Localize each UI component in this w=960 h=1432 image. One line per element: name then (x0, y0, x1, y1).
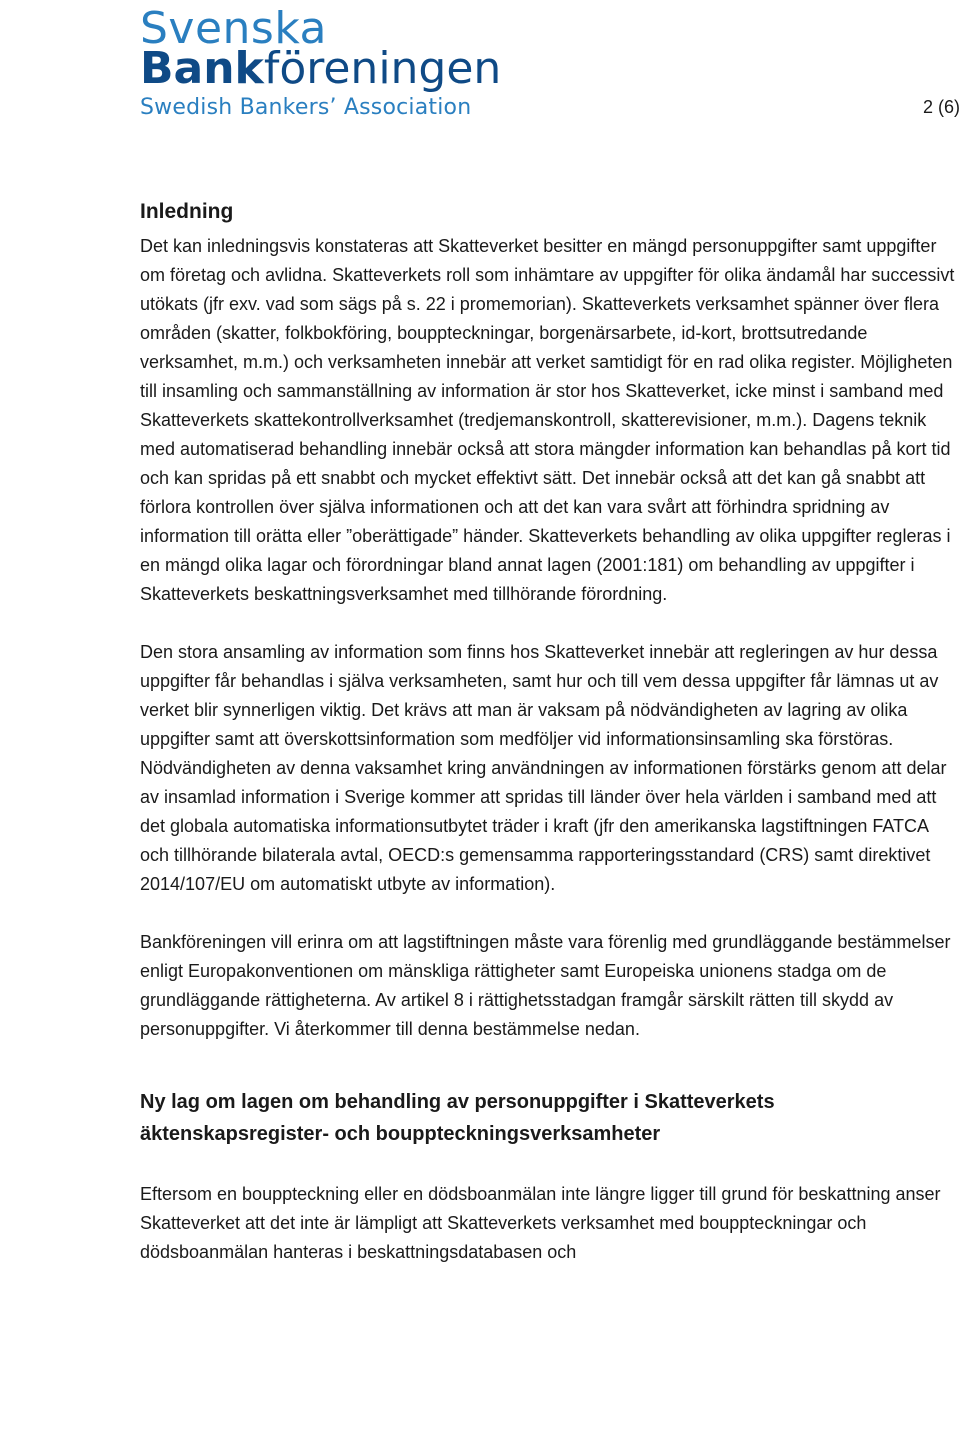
logo-line-english: Swedish Bankers’ Association (140, 95, 472, 120)
svenska-bankforeningen-logo (140, 3, 502, 126)
page-number: 2 (6) (922, 97, 960, 117)
logo-bank-text: Bank (140, 43, 264, 94)
paragraph-ny-lag-1: Eftersom en bouppteckning eller en dödsboanmälan inte längre ligger till grund för beskattning anser Skatteverket att det inte är lämpligt att Skatteverkets verksamhet med bouppteckningar och dödsboanmälan hanteras i beskattningsdatabasen och (140, 1184, 941, 1262)
logo-line-bankforeningen (140, 43, 502, 94)
paragraph-inledning-3: Bankföreningen vill erinra om att lagstiftningen måste vara förenlig med grundläggande bestämmelser enligt Europakonventionen om mänskliga rättigheter samt Europeiska unionens stadga om de grundläggande rättigheterna. Av artikel 8 i rättighetsstadgan framgår särskilt rätten till skydd av personuppgifter. Vi återkommer till denna bestämmelse nedan. (140, 932, 951, 1039)
paragraph-inledning-2: Den stora ansamling av information som finns hos Skatteverket innebär att regleringen av hur dessa uppgifter får behandlas i själva verksamheten, samt hur och till vem dessa uppgifter får lämnas ut av verket blir synnerligen viktig. Det krävs att man är vaksam på nödvändigheten av lagring av olika uppgifter samt att överskottsinformation som medföljer vid informationsinsamling ska förstöras. Nödvändigheten av denna vaksamhet kring användningen av informationen förstärks genom att delar av insamlad information i Sverige kommer att spridas till länder över hela världen i samband med att det globala automatiska informationsutbytet träder i kraft (jfr den amerikanska lagstiftningen FATCA och tillhörande bilaterala avtal, OECD:s gemensamma rapporteringsstandard (CRS) samt direktivet 2014/107/EU om automatiskt utbyte av information). (140, 642, 947, 894)
heading-inledning: Inledning (140, 200, 234, 223)
paragraph-inledning-1: Det kan inledningsvis konstateras att Skatteverket besitter en mängd personuppgifter samt uppgifter om företag och avlidna. Skatteverkets roll som inhämtare av uppgifter för olika ändamål har successivt utökats (jfr exv. vad som sägs på s. 22 i promemorian). Skatteverkets verksamhet spänner över flera områden (skatter, folkbokföring, bouppteckningar, borgenärsarbete, id-kort, brottsutredande verksamhet, m.m.) och verksamheten innebär att verket samtidigt för en rad olika register. Möjligheten till insamling och sammanställning av information är stor hos Skatteverket, icke minst i samband med Skatteverkets skattekontrollverksamhet (tredjemanskontroll, skatterevisioner, m.m.). Dagens teknik med automatiserad behandling innebär också att stora mängder information kan behandlas på kort tid och kan spridas på ett snabbt och mycket effektivt sätt. Det innebär också att det kan gå snabbt att förlora kontrollen över själva informationen och att det kan vara svårt att förhindra spridning av information till orätta eller ”oberättigade” händer. Skatteverkets behandling av olika uppgifter regleras i en mängd olika lagar och förordningar bland annat lagen (2001:181) om behandling av uppgifter i Skatteverkets beskattningsverksamhet med tillhörande förordning. (140, 236, 955, 604)
document-body (140, 198, 960, 1267)
heading-ny-lag: Ny lag om lagen om behandling av personuppgifter i Skatteverkets äktenskapsregister- och bouppteckningsverksamheter (140, 1091, 775, 1145)
logo-line-svenska: Svenska (140, 3, 328, 54)
logo-foreningen-text: föreningen (263, 43, 502, 94)
